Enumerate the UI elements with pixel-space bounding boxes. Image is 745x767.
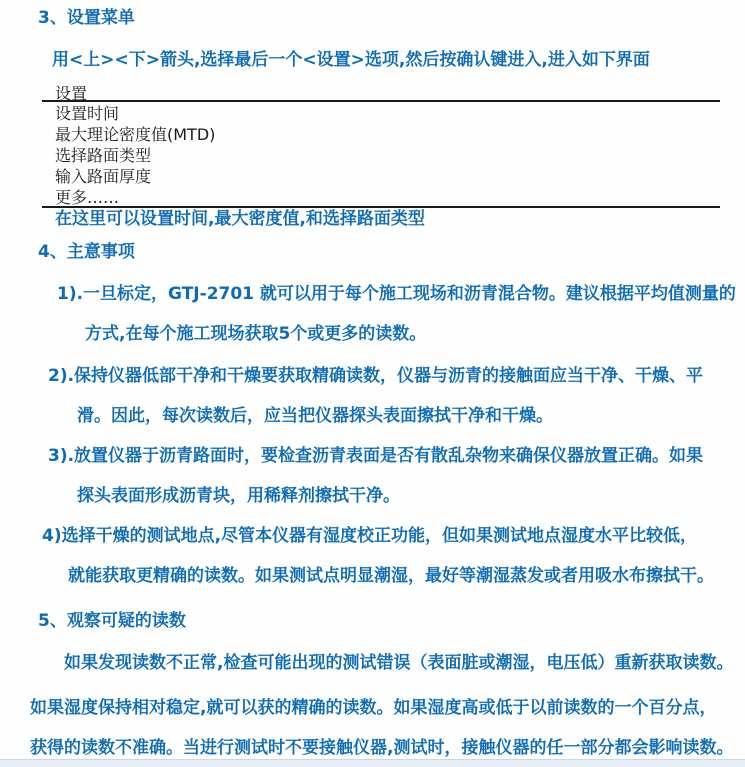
section-5-heading: 5、观察可疑的读数	[38, 611, 186, 631]
menu-item-pavement-thickness: 输入路面厚度	[55, 167, 152, 186]
section-4-heading: 4、主意事项	[38, 242, 135, 262]
note-4-line-1: 4)选择干燥的测试地点,尽管本仪器有湿度校正功能，但如果测试地点湿度水平比较低，	[42, 526, 698, 546]
note-2-line-2: 滑。因此，每次读数后，应当把仪器探头表面擦拭干净和干燥。	[77, 406, 553, 426]
section-5-paragraph-2-line-1: 如果湿度保持相对稳定,就可以获的精确的读数。如果湿度高或低于以前读数的一个百分点，	[30, 698, 717, 718]
section-3-intro-text: 用<上><下>箭头,选择最后一个<设置>选项,然后按确认键进入,进入如下界面	[52, 50, 650, 70]
menu-item-more: 更多……	[55, 188, 120, 207]
menu-caption: 在这里可以设置时间,最大密度值,和选择路面类型	[55, 209, 425, 229]
menu-divider-top	[42, 100, 720, 102]
note-3-line-2: 探头表面形成沥青块，用稀释剂擦拭干净。	[77, 486, 400, 506]
settings-menu-list	[55, 103, 215, 208]
section-5-paragraph-1: 如果发现读数不正常,检查可能出现的测试错误（表面脏或潮湿，电压低）重新获取读数。	[64, 653, 734, 673]
section-3-heading: 3、设置菜单	[38, 8, 135, 28]
settings-menu-title: 设置	[55, 84, 88, 103]
bottom-edge-bar	[0, 759, 745, 767]
note-1-line-1: 1).一旦标定，GTJ-2701 就可以用于每个施工现场和沥青混合物。建议根据平均值测量的	[57, 284, 736, 304]
section-5-paragraph-2-line-2: 获得的读数不准确。当进行测试时不要接触仪器,测试时，接触仪器的任一部分都会影响读数。	[30, 738, 734, 758]
menu-divider-bottom	[42, 206, 720, 208]
note-3-line-1: 3).放置仪器于沥青路面时，要检查沥青表面是否有散乱杂物来确保仪器放置正确。如果	[48, 446, 704, 466]
note-1-line-2: 方式,在每个施工现场获取5个或更多的读数。	[85, 324, 427, 344]
menu-item-mtd: 最大理论密度值(MTD)	[55, 125, 216, 144]
note-4-line-2: 就能获取更精确的读数。如果测试点明显潮湿，最好等潮湿蒸发或者用吸水布擦拭干。	[68, 566, 714, 586]
note-2-line-1: 2).保持仪器低部干净和干燥要获取精确读数，仪器与沥青的接触面应当干净、干燥、平	[48, 366, 704, 386]
menu-item-pavement-type: 选择路面类型	[55, 146, 152, 165]
menu-item-set-time: 设置时间	[55, 104, 120, 123]
